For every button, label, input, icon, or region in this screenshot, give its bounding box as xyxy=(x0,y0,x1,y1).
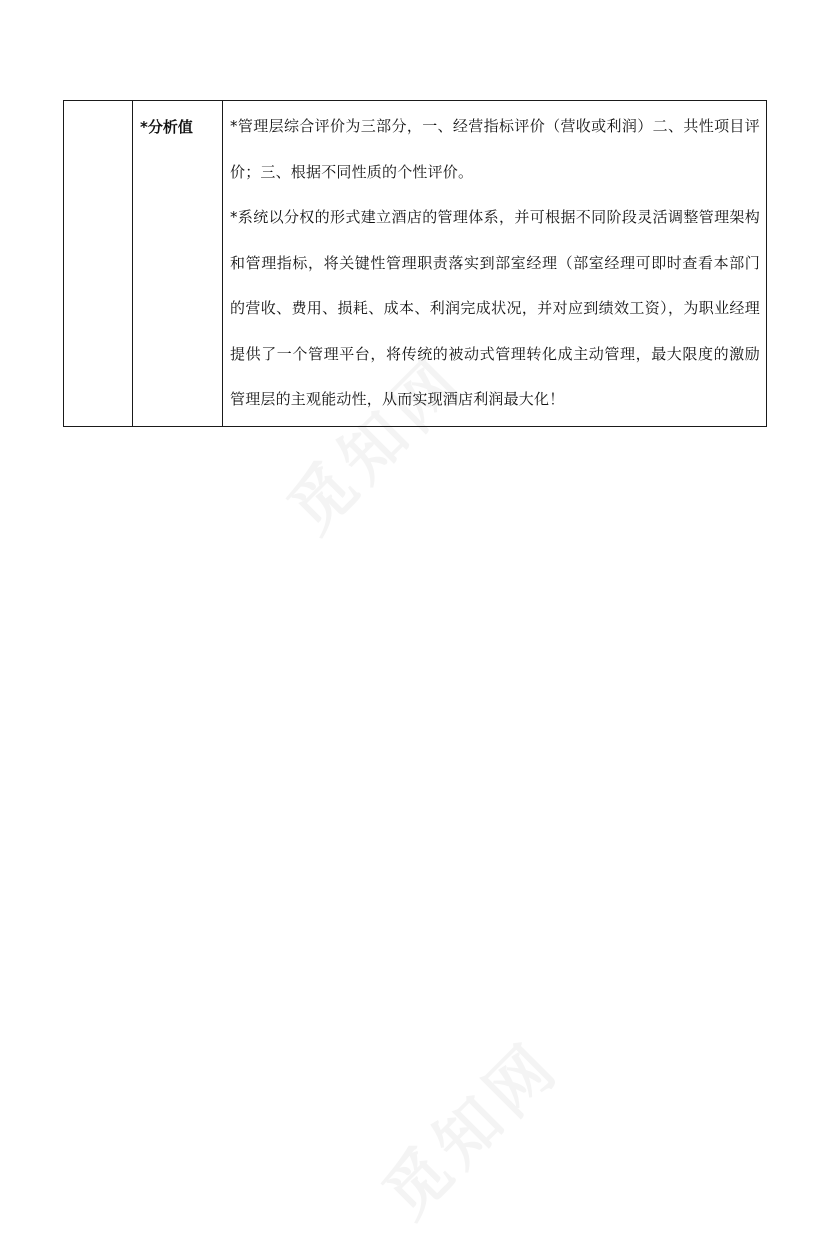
content-table xyxy=(63,100,767,427)
table-cell-content xyxy=(223,101,767,427)
watermark-text xyxy=(359,1017,577,1235)
table-row xyxy=(64,101,767,427)
row-label: *分析值 xyxy=(140,118,193,136)
paragraph: *系统以分权的形式建立酒店的管理体系，并可根据不同阶段灵活调整管理架构和管理指标，将关键性管理职责落实到部室经理（部室经理可即时查看本部门的营收、费用、损耗、成本、利润完成状况，并对应到绩效工资），为职业经理提供了一个管理平台，将传统的被动式管理转化成主动管理，最大限度的激励管理层的主观能动性，从而实现酒店利润最大化！ xyxy=(230,208,760,408)
table-cell-label xyxy=(133,101,223,427)
table-cell-empty xyxy=(64,101,133,427)
content-body xyxy=(223,101,766,426)
paragraph: *管理层综合评价为三部分，一、经营指标评价（营收或利润）二、共性项目评价；三、根据不同性质的个性评价。 xyxy=(230,117,760,181)
